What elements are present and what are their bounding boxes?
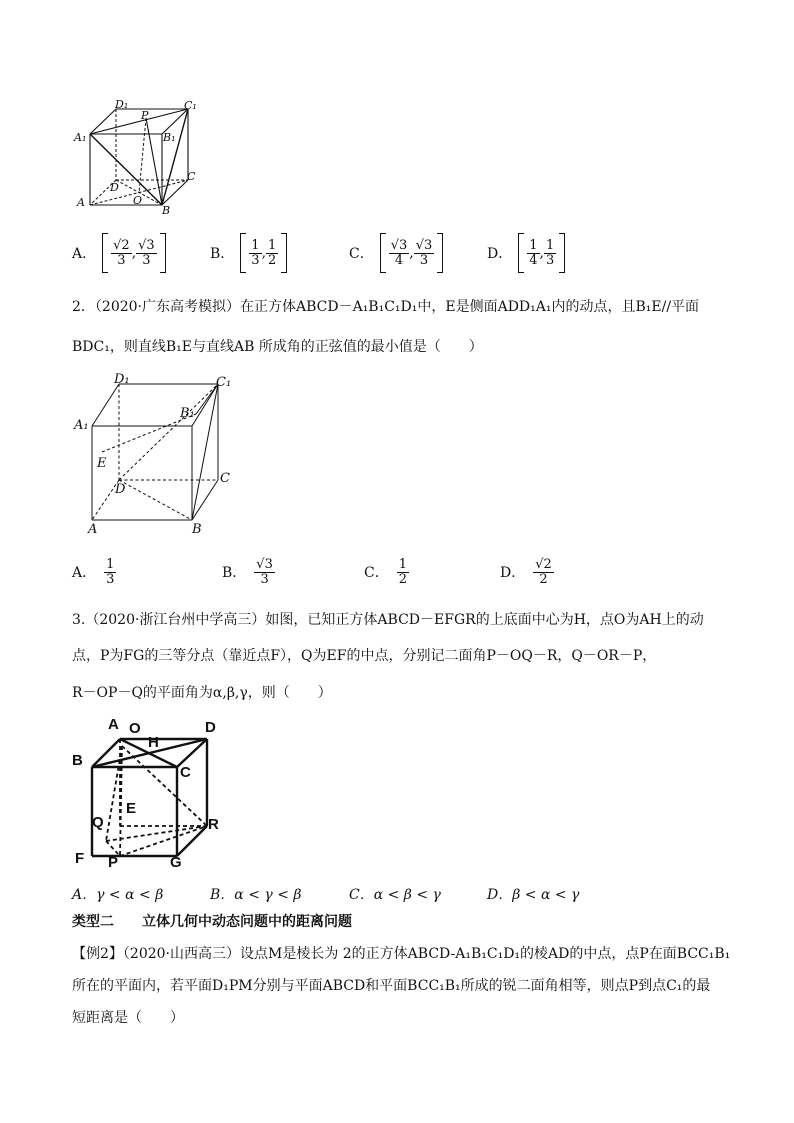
fig2-label-A1: A₁ [74,418,89,433]
fig2-label-A: A [88,522,98,537]
example-2-line-2: 所在的平面内，若平面D₁PM分别与平面ABCD和平面BCC₁B₁所成的锐二面角相等，则点P到点C₁的最 [72,978,711,994]
frac-num: 1 [529,237,538,253]
frac-num: √3 [138,237,155,253]
frac-num: √2 [113,237,130,253]
fig2-label-C: C [220,471,230,486]
q2-option-a-letter: A． [72,565,97,581]
q1-option-c-letter: C． [349,246,374,262]
fig2-label-D: D [115,482,126,497]
fig1-label-B1: B₁ [163,131,176,144]
fig3-label-D: D [205,719,216,736]
q2-option-d-letter: D． [500,565,526,581]
fig3-label-R: R [208,816,219,833]
q3-line-3: R－OP－Q的平面角为α,β,γ，则（ ） [72,685,332,701]
frac-num: √2 [535,556,552,572]
example-2-line-1: 【例2】（2020·山西高三）设点M是棱长为 2的正方体ABCD-A₁B₁C₁D₁的棱AD的中点，点P在面BCC₁B₁ [72,946,731,962]
frac-den: 3 [260,571,269,587]
q2-line-1: 2．（2020·广东高考模拟）在正方体ABCD－A₁B₁C₁D₁中，E是侧面ADD₁A₁内的动点，且B₁E//平面 [72,299,700,315]
fig1-label-A: A [77,196,85,209]
q3-option-b[interactable]: B．α < γ < β [210,887,302,903]
q1-option-a[interactable] [72,232,166,274]
frac-den: 3 [142,252,151,268]
q2-option-c[interactable] [364,551,409,593]
frac-num: √3 [256,556,273,572]
frac-den: 3 [419,252,429,268]
q1-option-d[interactable] [487,232,565,274]
fig2-label-E: E [97,456,107,471]
fig1-label-C1: C₁ [184,99,197,112]
fig3-label-Q: Q [92,814,104,831]
figure-2-cube [72,372,242,540]
fig2-label-C1: C₁ [216,375,232,390]
fig2-label-B: B [192,522,202,537]
fig3-label-A: A [108,716,119,733]
q2-option-b-letter: B． [222,565,247,581]
example-2-line-3: 短距离是（ ） [72,1010,184,1026]
figure-3-cube [70,716,230,874]
q1-option-d-letter: D． [487,246,513,262]
fig1-label-A1: A₁ [74,131,87,144]
q2-option-c-letter: C． [364,565,389,581]
frac-num: 1 [106,556,115,572]
interval: $\frac{√3}{4}$ , $\frac{√3}{3}$ [380,233,444,273]
fig1-label-D1: D₁ [115,98,129,111]
fig1-label-B: B [162,204,171,217]
q1-option-b-letter: B． [210,246,235,262]
frac-den: 2 [398,571,407,587]
q3-line-2: 点，P为FG的三等分点（靠近点F），Q为EF的中点，分别记二面角P－OQ－R，Q－OR－P， [72,648,657,664]
frac-num: 1 [251,237,260,253]
q3-option-d[interactable]: D．β < α < γ [487,887,580,903]
frac-num: 1 [545,237,555,253]
q1-option-b[interactable] [210,232,287,274]
q2-option-a[interactable] [72,551,116,593]
fig3-label-E: E [126,800,137,817]
fig1-label-O: O [133,194,143,207]
interval: $\frac{√2}{3}$ , $\frac{√3}{3}$ [102,233,166,273]
fig3-label-C: C [180,764,191,781]
q3-option-c[interactable]: C．α < β < γ [349,887,441,903]
frac-den: 2 [268,252,277,268]
frac-den: 3 [251,252,260,268]
interval: $\frac{1}{4}$ , $\frac{1}{3}$ [518,233,565,273]
q2-option-d[interactable] [500,551,554,593]
fig1-label-D: D [110,181,119,194]
frac-den: 4 [394,252,404,268]
fig1-label-P: P [141,109,149,122]
frac-num: √3 [390,237,408,253]
figure-1-cube [70,98,210,220]
fig2-label-D1: D₁ [114,372,130,387]
interval: $\frac{1}{3}$ , $\frac{1}{2}$ [240,233,287,273]
frac-den: 4 [529,252,538,268]
fig2-label-B1: B₁ [180,406,195,421]
section-heading: 类型二 立体几何中动态问题中的距离问题 [72,914,352,930]
fig3-label-P: P [108,854,119,871]
frac-den: 3 [106,571,115,587]
q1-option-c[interactable] [349,232,443,274]
frac-den: 3 [117,252,126,268]
q1-option-a-letter: A． [72,246,97,262]
q2-line-2: BDC₁，则直线B₁E与直线AB 所成角的正弦值的最小值是（ ） [72,339,483,355]
fig3-label-F: F [75,850,85,867]
frac-num: 1 [398,556,407,572]
fig3-label-O: O [129,720,141,737]
frac-den: 2 [539,571,548,587]
q3-line-1: 3.（2020·浙江台州中学高三）如图，已知正方体ABCD－EFGR的上底面中心为H，点O为AH上的动 [72,612,704,628]
fig3-label-H: H [148,734,159,751]
q2-option-b[interactable] [222,551,275,593]
q3-option-a[interactable]: A．γ < α < β [72,887,164,903]
frac-num: √3 [415,237,433,253]
fig3-label-B: B [72,752,83,769]
fig3-label-G: G [170,854,182,871]
frac-den: 3 [545,252,555,268]
fig1-label-C: C [187,170,196,183]
frac-num: 1 [268,237,277,253]
